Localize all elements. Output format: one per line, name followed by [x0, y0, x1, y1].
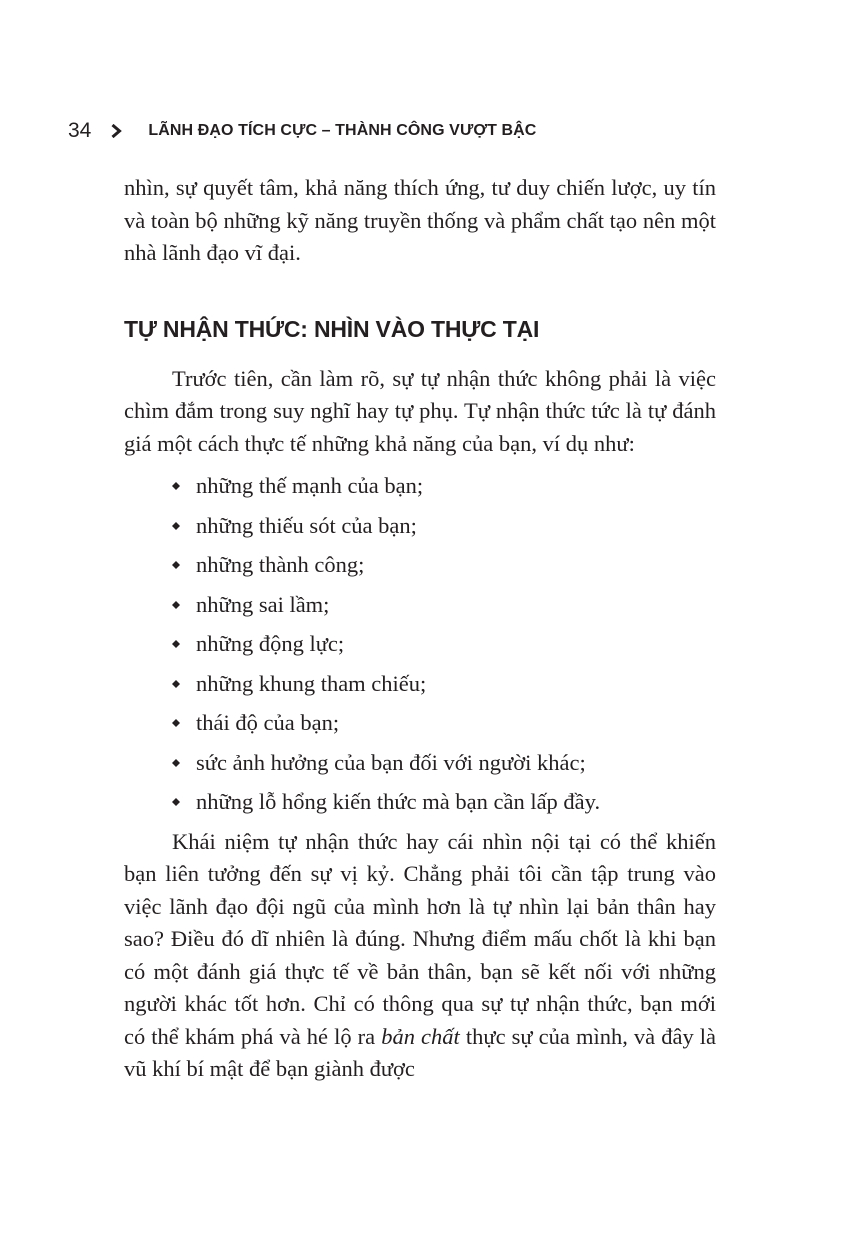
list-item-text: những khung tham chiếu; — [196, 670, 427, 696]
diamond-bullet-icon — [172, 680, 180, 688]
book-title: LÃNH ĐẠO TÍCH CỰC – THÀNH CÔNG VƯỢT BẬC — [148, 122, 537, 139]
list-item-text: những lỗ hổng kiến thức mà bạn cần lấp đầy. — [196, 789, 601, 814]
intro-paragraph: nhìn, sự quyết tâm, khả năng thích ứng, tư duy chiến lược, uy tín và toàn bộ những kỹ năng truyền thống và phẩm chất tạo nên một nhà lãnh đạo vĩ đại. — [124, 175, 716, 265]
section-heading: TỰ NHẬN THỨC: NHÌN VÀO THỰC TẠI — [124, 315, 540, 342]
diamond-bullet-icon — [172, 522, 180, 530]
page-number: 34 — [68, 119, 92, 142]
paragraph-self-reflection — [124, 826, 716, 1086]
diamond-bullet-icon — [172, 719, 180, 727]
list-item — [124, 664, 716, 704]
page-body — [124, 172, 716, 1086]
list-item-text: những thiếu sót của bạn; — [196, 512, 417, 538]
list-item — [124, 743, 716, 783]
diamond-bullet-icon — [172, 640, 180, 648]
bullet-list — [124, 466, 716, 822]
list-item — [124, 782, 716, 822]
list-item-text: thái độ của bạn; — [196, 710, 340, 735]
diamond-bullet-icon — [172, 601, 180, 609]
list-item — [124, 703, 716, 743]
list-item — [124, 506, 716, 546]
list-item-text: những thành công; — [196, 552, 365, 577]
paragraph-text-continued: thực sự của mình, và đây là vũ khí bí mật để bạn giành được — [124, 1023, 716, 1081]
list-item-text: sức ảnh hưởng của bạn đối với người khác; — [196, 749, 586, 775]
list-item — [124, 466, 716, 506]
chevron-right-icon — [111, 124, 122, 138]
emphasis-text: bản chất — [381, 1023, 460, 1049]
paragraph-text: Khái niệm tự nhận thức hay cái nhìn nội tại có thể khiến bạn liên tưởng đến sự vị kỷ. Chẳng phải tôi cần tập trung vào việc lãnh đạo đội ngũ của mình hơn là tự nhìn lại bản thân hay sao? Điều đó dĩ nhiên là đúng. Nhưng điểm mấu chốt là khi bạn có một đánh giá thực tế về bản thân, bạn sẽ kết nối với những người khác tốt hơn. Chỉ có thông qua sự tự nhận thức, bạn mới có thể khám phá và hé lộ ra — [124, 828, 716, 1049]
paragraph-self-awareness: Trước tiên, cần làm rõ, sự tự nhận thức không phải là việc chìm đắm trong suy nghĩ hay tự phụ. Tự nhận thức tức là tự đánh giá một cách thực tế những khả năng của bạn, ví dụ như: — [124, 365, 716, 456]
running-header — [68, 119, 536, 143]
diamond-bullet-icon — [172, 759, 180, 767]
list-item — [124, 545, 716, 585]
list-item-text: những sai lầm; — [196, 591, 330, 617]
diamond-bullet-icon — [172, 482, 180, 490]
list-item — [124, 585, 716, 625]
list-item — [124, 624, 716, 664]
list-item-text: những động lực; — [196, 631, 345, 656]
diamond-bullet-icon — [172, 798, 180, 806]
diamond-bullet-icon — [172, 561, 180, 569]
list-item-text: những thế mạnh của bạn; — [196, 473, 424, 498]
